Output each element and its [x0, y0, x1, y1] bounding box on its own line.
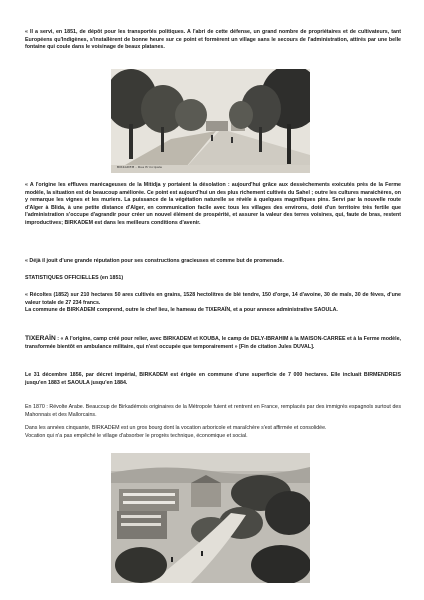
photo-vue-aerienne — [111, 453, 310, 583]
photo-rue-principale — [111, 69, 310, 173]
paragraph-fontaine: « Il a servi, en 1851, de dépôt pour les transportés politiques. A l'abri de cette défense, un grand nombre de propriétaires et de cultivateurs, tant Européens qu'Indigènes, s'installèrent de bonne heure sur ce point et formèrent un village sans le secours de l'administration, attirés par une belle fontaine qui coule dans le voisinage de beaux platanes. — [25, 29, 401, 51]
vocation-text: Vocation qui n'a pas empêché le village d'absorber le progrès technique, économique et social. — [25, 432, 248, 439]
commune-text: La commune de BIRKADEM comprend, outre le chef lieu, le hameau de TIXERAÏN, et a pour annexe administrative SAOULA. — [25, 307, 338, 314]
photo-caption: BIRKADEM - Rue Principale — [117, 165, 163, 169]
tixerain-lead: TIXERAÏN — [25, 335, 56, 342]
aerial-photo-illustration — [111, 453, 310, 583]
paragraph-mitidja: « A l'origine les effluves marécageuses de la Mitidja y portaient la désolation : aujourd'hui grâce aux dessèchements exécutés près de la Ferme modèle, la situation est de beaucoup améliorée. Ce point est aujourd'hui un des plus richement cultivés du Sahel ; outre les cultures maraichères, on y remarque les vignes et les muriers. La puissance de la végétation naturelle se révèle à quelques magnifiques pins. Servi par la nouvelle route d'Alger à Blida, à une petite distance d'Alger, en communication facile avec tous les villages des environs, doté d'un territoire très fertile que l'administration s'occupe d'agrandir pour créer un nouvel élément de prospérité, et assurer la valeur des terres voisines, qui, faute de bras, restent improductives; BIRKADEM est dans les meilleurs conditions d'avenir. — [25, 182, 401, 226]
paragraph-annees-cinquante — [25, 425, 401, 440]
cinquante-text: Dans les années cinquante, BIRKADEM est un gros bourg dont la vocation arboricole et maraîchère s'est affirmée et consolidée. — [25, 425, 327, 431]
recoltes-text: « Récoltes (1852) sur 210 hectares 50 ares cultivés en grains, 1528 hectolitres de blé tendre, 150 d'orge, 14 d'avoine, 30 de maïs, 30 de fèves, d'une valeur totale de 27 234 francs. — [25, 292, 401, 306]
paragraph-revolte-1870: En 1870 : Révolte Arabe. Beaucoup de Birkadémois originaires de la Métropole fuient et rentrent en France, remplacés par des immigrés espagnols surtout des Mahonnais et des Mallorcains. — [25, 404, 401, 418]
paragraph-decret-1856: Le 31 décembre 1856, par décret impérial, BIRKADEM est érigée en commune d'une superficie de 7 000 hectares. Elle incluait BIRMENDREIS jusqu'en 1883 et SAOULA jusqu'en 1884. — [25, 372, 401, 386]
street-photo-illustration — [111, 69, 310, 173]
tixerain-text: : « A l'origine, camp créé pour relier, avec BIRKADEM et KOUBA, le camp de DELY-IBRAHIM à la MAISON-CARREE et à la Ferme modèle, transformée bientôt en ambulance militaire, qui n'est occupée que temporairement » [Fin de citation Jules DUVAL]. — [25, 336, 401, 350]
paragraph-recoltes — [25, 292, 401, 315]
paragraph-reputation: « Déjà il jouit d'une grande réputation pour ses constructions gracieuses et comme but de promenade. — [25, 258, 284, 264]
statistics-heading: STATISTIQUES OFFICIELLES (en 1851) — [25, 275, 124, 281]
paragraph-tixerain — [25, 335, 401, 351]
